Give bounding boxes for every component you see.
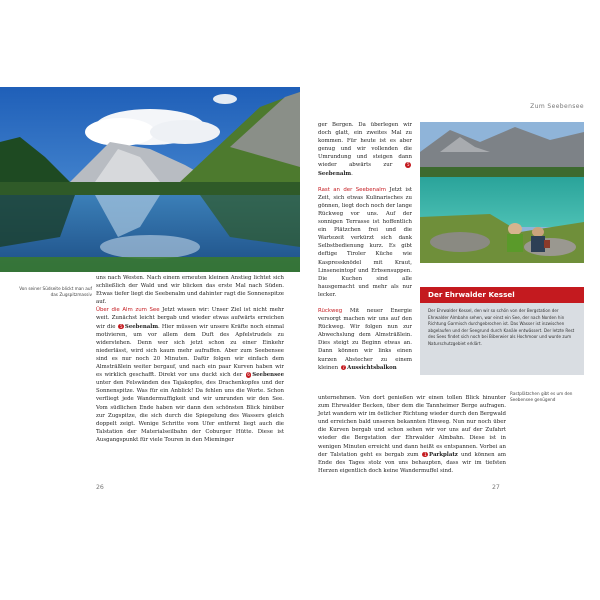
page-number-left: 26	[96, 484, 104, 491]
page-number-right: 27	[492, 484, 500, 491]
text-run: ger Bergen. Da überlegen wir doch glatt, ein zweites Mal zu kommen. Für heute ist es aber genug und wir vollenden die Umrundung und steigen dann wieder abwärts zur	[318, 122, 412, 169]
paragraph: uns nach Westen. Nach einem erneuten kleinen Anstieg lichtet sich schließlich der Wald und wir blicken das erste Mal nach Süden. Etwas tiefer liegt die Seebenalm und dahinter ragt die Sonnenspitze auf.	[96, 275, 284, 306]
paragraph	[318, 121, 412, 178]
left-text-column	[96, 274, 284, 444]
waypoint-marker: 1	[424, 451, 427, 457]
text-run: unternehmen. Von dort genießen wir einen tollen Blick hinunter zum Ehrwalder Becken, über dem die Tannheimer Berge aufragen. Jetzt wandern wir im östlicher Richtung wieder durch den Bergwald und erreichen bald unseren bekannten Hinweg. Nun nur noch über die Kurven bergab und schon sehen wir vor uns auf der Zufahrt wieder die Bergstation der Ehrwalder Almbahn. Diese ist in wenigen Minuten erreicht und dann heißt es entspannen. Vorbei an der Talstation geht es bergab zum	[318, 395, 506, 458]
section-kicker: Rast an der Seebenalm	[318, 186, 387, 193]
waypoint-marker: 5	[407, 162, 410, 168]
running-head: Zum Seebensee	[530, 103, 584, 110]
text-run: Jetzt wissen wir: Unser Ziel ist nicht mehr weit. Zunächst leicht bergab und wieder etwas aufwärts erreichen wir die	[96, 307, 284, 330]
info-box	[420, 287, 584, 375]
text-run: und können am Ende des Tages stolz von uns behaupten, dass wir im tiefsten Herzen eigentlich doch keine Wandermuffel sind.	[318, 451, 506, 474]
book-spread	[0, 84, 600, 504]
right-photo-caption: Rastplätzchen gibt es um den Seebensee genügend	[510, 391, 573, 402]
place-name: Seebenalm	[124, 323, 159, 330]
info-box-title: Der Ehrwalder Kessel	[420, 287, 584, 303]
section-kicker: Rückweg	[318, 307, 343, 314]
text-run: Jetzt ist Zeit, sich etwas Kulinarisches zu gönnen, liegt doch noch der lange Rückweg vor uns. Auf der sonnigen Terrasse ist hoffentlich ein Plätzchen frei und die Wartezeit verkürzt sich dank Selbstbedienung kurz. Es gibt deftige Tiroler Küche wie Kaspressknödel mit Kraut, Linseneintopf und Erbsensuppen. Die Kuchen sind alle hausgemacht und mehr als nur lecker.	[318, 186, 413, 298]
place-name: Seebensee	[252, 372, 284, 379]
place-name: Parkplatz	[429, 451, 458, 458]
text-run: Mit neuer Energie versorgt machen wir uns auf den Rückweg. Wir folgen nun zur Abwechslung dem Almsträßlein. Dies steigt zu Beginn etwas an. Dann können wir links einen kurzen Abstecher zu einem kleinen	[318, 307, 412, 371]
paragraph	[318, 307, 412, 372]
waypoint-marker: 6	[247, 372, 250, 378]
place-name: Aussichtsbalkon	[347, 364, 397, 371]
section-kicker: Über die Alm zum See	[96, 307, 160, 314]
place-name: Seebenalm	[318, 170, 352, 177]
paragraph	[318, 186, 412, 299]
right-bottom-text	[318, 394, 506, 475]
text-run: .	[351, 170, 353, 177]
paragraph	[318, 394, 506, 475]
waypoint-marker: 7	[342, 364, 345, 370]
text-run: . Hier müssen wir unsere Kräfte noch einmal motivieren, um vor allem dem Duft des Apfelstrudels zu widerstehen. Denn wer sich jetzt schon zu einer Einkehr niederlässt, wird sich kaum mehr aufraffen. Aber zum Seebensee sind es nur noch 20 Minuten. Dafür folgen wir einfach dem Almsträßlein weiter bergauf, und nach ein paar Kurven haben wir es wirklich geschafft. Direkt vor uns duckt sich der	[96, 323, 284, 379]
info-box-text: Der Ehrwalder Kessel, den wir so schön von der Bergstation der Ehrwalder Almbahn sehen, war einst ein See, der nach Norden hin Richtung Garmisch durchgebrochen ist. Das Wasser ist inzwischen abgelaufen und der Seegrund durch Kanäle entwässert. Der letzte Rest des Sees findet sich noch bei Biberwier als Hochmoor und wurde zum Naturschutzgebiet erklärt.	[428, 308, 575, 346]
right-text-column	[318, 121, 412, 372]
waypoint-marker: 5	[119, 323, 123, 329]
paragraph	[96, 306, 284, 444]
left-photo-caption: Von seiner Südseite blickt man auf das Zugspitzmassiv	[19, 286, 92, 297]
lake-mountain-photo	[0, 87, 300, 272]
people-at-lake-photo	[420, 122, 584, 263]
text-run: unter den Felswänden des Tajakopfes, des Drachenkopfes und der Sonnenspitze. Was für ein Anblick! Da fehlen uns die Worte. Schon verfliegt jede Wandermuffigkeit und wir umrunden wir den See. Vom südlichen Ende haben wir dann den schönsten Blick hinüber zur Zugspitze, die sich durch die Spiegelung des Wassers gleich doppelt zeigt. Wenige Schritte vom Ufer entfernt liegt auch die Talstation der Materialseilbahn der Coburger Hütte. Diese ist Ausgangspunkt für viele Touren in den Mieminger	[96, 380, 284, 443]
